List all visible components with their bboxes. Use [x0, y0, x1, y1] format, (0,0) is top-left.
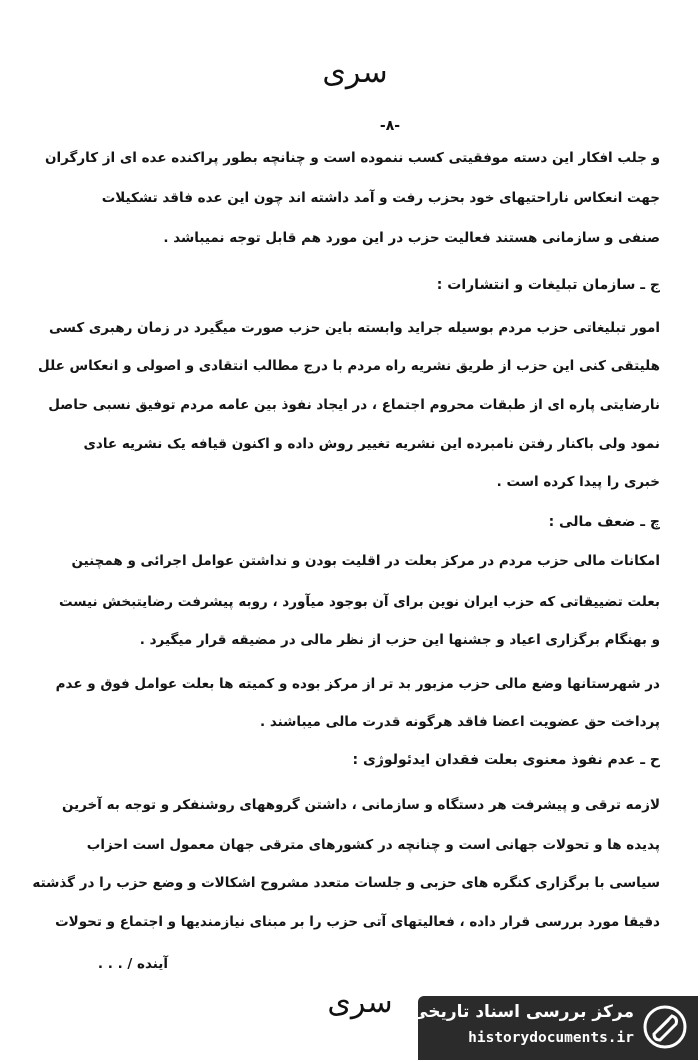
body-line: لازمه ترقی و پیشرفت هر دستگاه و سازمانی ، داشتن گروههای روشنفکر و توجه به آخرین — [61, 797, 660, 813]
body-line: امور تبلیغاتی حزب مردم بوسیله جراید وابسته باین حزب صورت میگیرد در زمان رهبری کسی — [48, 320, 660, 336]
section-heading-ch: ج ـ سازمان تبلیغات و انتشارات : — [436, 277, 660, 293]
watermark-logo[interactable] — [411, 996, 698, 1060]
body-line-continuation: آینده / . . . — [97, 956, 168, 972]
body-line: پدیده ها و تحولات جهانی است و چنانچه در کشورهای مترقی جهان معمول است احزاب — [86, 837, 660, 853]
body-line: صنفی و سازمانی هستند فعالیت حزب در این مورد هم قابل توجه نمیباشد . — [163, 230, 660, 246]
body-line: هلیتقی کنی این حزب از طریق نشریه راه مردم با درج مطالب انتقادی و اصولی و انعکاس علل — [38, 358, 660, 374]
watermark-url[interactable]: historydocuments.ir — [468, 1030, 634, 1046]
body-line: و جلب افکار این دسته موفقیتی کسب ننموده است و چنانچه بطور پراکنده عده ای از کارگران — [45, 150, 660, 166]
body-line: جهت انعکاس ناراحتیهای خود بحزب رفت و آمد داشته اند چون این عده فاقد تشکیلات — [101, 190, 660, 206]
body-line: و بهنگام برگزاری اعیاد و جشنها این حزب از نظر مالی در مضیقه قرار میگیرد . — [139, 632, 660, 648]
body-line: خبری را پیدا کرده است . — [496, 474, 660, 490]
scroll-logo-icon — [642, 1004, 688, 1050]
page-number: -۸- — [379, 118, 401, 134]
classification-stamp-top: سری — [322, 55, 388, 90]
watermark-title: مرکز بررسی اسناد تاریخی — [411, 1002, 634, 1022]
section-heading-che: چ ـ ضعف مالی : — [548, 514, 660, 530]
body-line: نمود ولی باکنار رفتن نامبرده این نشریه تغییر روش داده و اکنون قیافه یک نشریه عادی — [83, 436, 660, 452]
section-heading-he: ح ـ عدم نفوذ معنوی بعلت فقدان ایدئولوژی : — [352, 752, 660, 768]
body-line: پرداخت حق عضویت اعضا فاقد هرگونه قدرت مالی میباشند . — [260, 714, 660, 730]
body-line: سیاسی با برگزاری کنگره های حزبی و جلسات متعدد مشروح اشکالات و وضع حزب را در گذشته — [32, 875, 660, 891]
body-line: بعلت تضییقاتی که حزب ایران نوین برای آن بوجود میآورد ، روبه پیشرفت رضایتبخش نیست — [58, 594, 660, 610]
body-line: امکانات مالی حزب مردم در مرکز بعلت در اقلیت بودن و نداشتن عوامل اجرائی و همچنین — [71, 553, 660, 569]
classification-stamp-bottom: سری — [327, 985, 393, 1020]
body-line: در شهرستانها وضع مالی حزب مزبور بد تر از مرکز بوده و کمیته ها بعلت عوامل فوق و عدم — [55, 676, 660, 692]
body-line: نارضایتی پاره ای از طبقات محروم اجتماع ، در ایجاد نفوذ بین عامه مردم توفیق نسبی حاصل — [48, 397, 660, 413]
body-line: دقیقا مورد بررسی قرار داده ، فعالیتهای آتی حزب را بر مبنای نیازمندیها و اجتماع و تحولات — [55, 914, 660, 930]
